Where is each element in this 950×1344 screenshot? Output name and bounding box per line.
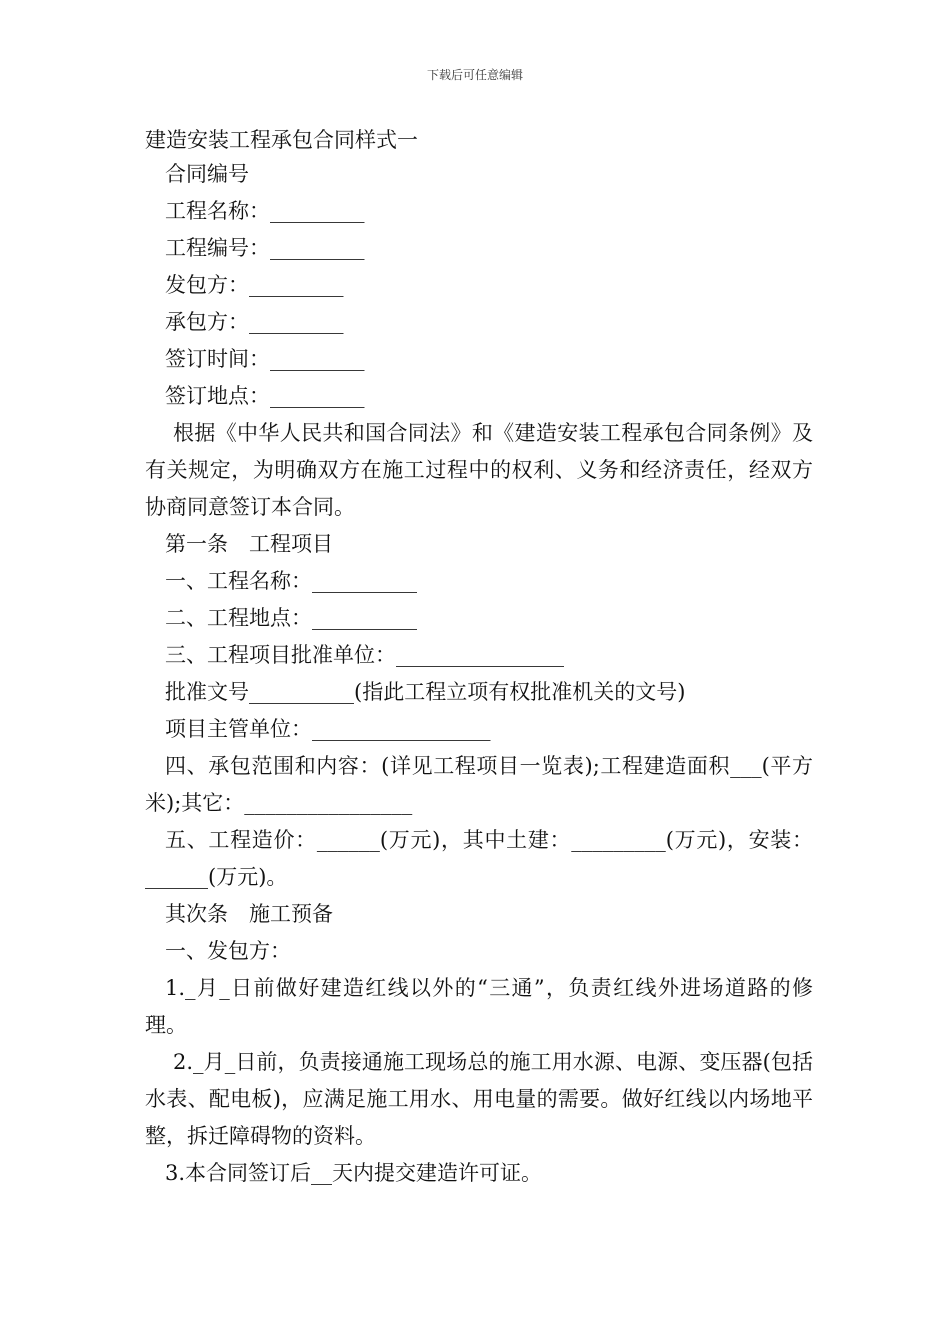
employer-duty-3: 3.本合同签订后__天内提交建造许可证。 bbox=[165, 1161, 543, 1185]
contractor-line: 承包方：_________ bbox=[165, 310, 344, 334]
article-1-item-4: 四、承包范围和内容：(详见工程项目一览表);工程建造面积___(平方米);其它：________________ bbox=[145, 754, 813, 815]
article-1-heading: 第一条 工程项目 bbox=[165, 532, 333, 556]
document-body bbox=[145, 156, 813, 1192]
employer-duty-2: 2._月_日前，负责接通施工现场总的施工用水源、电源、变压器(包括水表、配电板)，应满足施工用水、用电量的需要。做好红线以内场地平整，拆迁障碍物的资料。 bbox=[145, 1050, 813, 1148]
article-1-item-2: 二、工程地点：__________ bbox=[165, 606, 417, 630]
article-2-heading: 其次条 施工预备 bbox=[165, 902, 333, 926]
article-1-item-3: 三、工程项目批准单位：________________ bbox=[165, 643, 564, 667]
project-number-line: 工程编号：_________ bbox=[165, 236, 365, 260]
employer-line: 发包方：_________ bbox=[165, 273, 344, 297]
article-1-item-5: 五、工程造价：______(万元)，其中土建：_________(万元)，安装：______(万元)。 bbox=[145, 828, 813, 889]
supervising-unit-line: 项目主管单位：_________________ bbox=[165, 717, 491, 741]
article-2-item-1: 一、发包方： bbox=[165, 939, 291, 963]
page-header: 下载后可任意编辑 bbox=[426, 68, 523, 82]
project-name-line: 工程名称：_________ bbox=[165, 199, 365, 223]
signing-time-line: 签订时间：_________ bbox=[165, 347, 365, 371]
preamble-paragraph: 根据《中华人民共和国合同法》和《建造安装工程承包合同条例》及有关规定，为明确双方在施工过程中的权利、义务和经济责任，经双方协商同意签订本合同。 bbox=[145, 421, 813, 519]
article-1-item-1: 一、工程名称：__________ bbox=[165, 569, 417, 593]
document-title: 建造安装工程承包合同样式一 bbox=[145, 128, 418, 152]
employer-duty-1: 1._月_日前做好建造红线以外的“三通”，负责红线外进场道路的修理。 bbox=[145, 976, 813, 1037]
contract-number-line: 合同编号 bbox=[165, 162, 249, 186]
approval-number-line: 批准文号__________(指此工程立项有权批准机关的文号) bbox=[165, 680, 686, 704]
signing-place-line: 签订地点：_________ bbox=[165, 384, 365, 408]
